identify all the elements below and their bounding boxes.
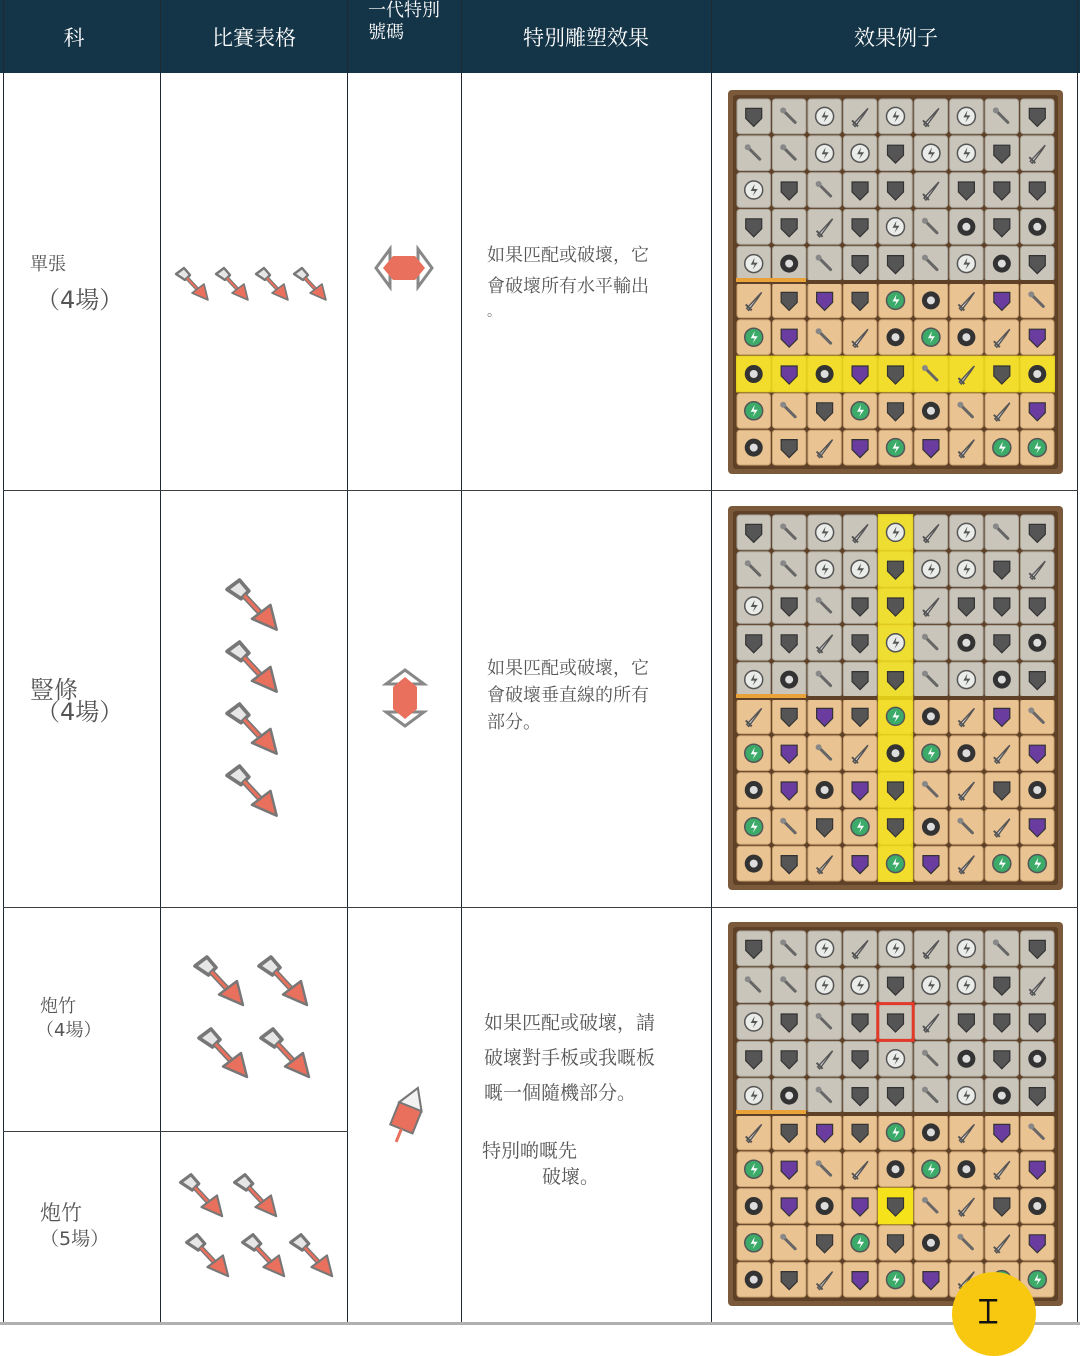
game-piece-icon <box>957 744 975 762</box>
grid-line <box>347 0 348 1325</box>
row3-category: 炮竹 <box>40 996 76 1017</box>
game-piece-icon <box>745 328 763 346</box>
game-piece-icon <box>922 818 940 836</box>
game-piece-icon <box>745 1271 763 1289</box>
game-piece-icon <box>745 855 763 873</box>
game-piece-icon <box>887 744 905 762</box>
row3-description <box>484 1006 655 1111</box>
game-piece-icon <box>816 144 834 162</box>
game-piece-icon <box>887 939 905 957</box>
game-piece-icon <box>887 328 905 346</box>
row3-extra-note <box>482 1138 599 1190</box>
arrow-icon <box>259 957 307 1005</box>
game-piece-icon <box>1028 855 1046 873</box>
game-piece-icon <box>922 744 940 762</box>
game-piece-icon <box>1028 1197 1046 1215</box>
arrow-icon <box>187 1235 229 1277</box>
game-piece-icon <box>816 976 834 994</box>
game-piece-icon <box>887 855 905 873</box>
arrow-icon <box>227 766 277 816</box>
game-piece-icon <box>957 144 975 162</box>
row2-category: 豎條 <box>30 676 78 704</box>
game-piece-icon <box>993 671 1011 689</box>
game-piece-icon <box>887 1271 905 1289</box>
game-piece-icon <box>745 365 763 383</box>
row1-description <box>487 240 649 322</box>
game-piece-icon <box>1028 781 1046 799</box>
arrow-icon <box>195 957 243 1005</box>
game-piece-icon <box>957 107 975 125</box>
row2-desc-line2: 會破壞垂直線的所有 <box>487 685 649 706</box>
game-piece-icon <box>780 1087 798 1105</box>
game-piece-icon <box>957 976 975 994</box>
game-piece-icon <box>993 255 1011 273</box>
game-piece-icon <box>887 439 905 457</box>
row3-extra-line2: 破壞。 <box>542 1166 600 1188</box>
game-piece-icon <box>745 744 763 762</box>
game-piece-icon <box>922 1160 940 1178</box>
game-piece-icon <box>816 365 834 383</box>
game-piece-icon <box>780 255 798 273</box>
row1-arrow-pattern <box>172 262 337 304</box>
game-piece-icon <box>957 1087 975 1105</box>
game-piece-icon <box>957 1160 975 1178</box>
row4-count: （5場） <box>40 1228 110 1250</box>
game-piece-icon <box>887 1160 905 1178</box>
row3-desc-line2: 破壞對手板或我嘅板 <box>484 1047 656 1069</box>
game-piece-icon <box>922 1123 940 1141</box>
arrow-icon <box>181 1175 223 1217</box>
game-piece-icon <box>1028 634 1046 652</box>
row1-desc-line2: 會破壞所有水平輸出 <box>487 276 649 297</box>
game-piece-icon <box>851 976 869 994</box>
game-piece-icon <box>1028 439 1046 457</box>
row3-extra-line1: 特別啲嘅先 <box>482 1140 578 1162</box>
header-category: 科 <box>63 25 85 50</box>
game-piece-icon <box>887 107 905 125</box>
game-piece-icon <box>745 781 763 799</box>
row1-example-board <box>728 90 1063 474</box>
game-piece-icon <box>922 144 940 162</box>
game-piece-icon <box>922 291 940 309</box>
header-special-line1: 一代特別 <box>368 0 440 21</box>
arrow-icon <box>176 268 208 300</box>
game-piece-icon <box>922 976 940 994</box>
game-piece-icon <box>851 1234 869 1252</box>
game-piece-icon <box>887 218 905 236</box>
game-piece-icon <box>745 402 763 420</box>
arrow-icon <box>227 642 277 692</box>
game-piece-icon <box>922 707 940 725</box>
text-scan-icon: ⌶ <box>978 1292 999 1332</box>
game-piece-icon <box>957 328 975 346</box>
row-divider <box>3 907 1078 908</box>
game-piece-icon <box>745 255 763 273</box>
game-piece-icon <box>887 1050 905 1068</box>
text-scan-button[interactable] <box>952 1272 1036 1356</box>
row3-arrow-pattern <box>190 952 320 1082</box>
game-piece-icon <box>745 1197 763 1215</box>
game-piece-icon <box>816 560 834 578</box>
header-special-line2: 號碼 <box>368 22 404 43</box>
game-piece-icon <box>993 855 1011 873</box>
game-piece-icon <box>745 597 763 615</box>
row2-example-board <box>728 506 1063 890</box>
game-piece-icon <box>887 1123 905 1141</box>
arrow-icon <box>227 704 277 754</box>
grid-line <box>711 0 712 1325</box>
header-effect: 特別雕塑效果 <box>523 25 649 50</box>
row3-count: （4場） <box>36 1020 102 1041</box>
row3-desc-line1: 如果匹配或破壞，請 <box>484 1012 656 1034</box>
game-piece-icon <box>816 939 834 957</box>
game-piece-icon <box>745 439 763 457</box>
row2-desc-line1: 如果匹配或破壞，它 <box>487 658 649 679</box>
arrow-icon <box>261 1029 309 1077</box>
row1-desc-line1: 如果匹配或破壞，它 <box>487 245 649 266</box>
game-piece-icon <box>745 818 763 836</box>
grid-line <box>160 0 161 1325</box>
row2-description <box>487 655 649 736</box>
game-piece-icon <box>957 939 975 957</box>
header-special-number <box>368 0 460 73</box>
game-piece-icon <box>851 818 869 836</box>
row1-desc-line3: 。 <box>487 304 501 320</box>
arrow-icon <box>256 268 288 300</box>
game-piece-icon <box>745 1160 763 1178</box>
header-match-form: 比賽表格 <box>212 25 296 50</box>
grid-line <box>3 0 4 1325</box>
row4-category: 炮竹 <box>40 1201 82 1225</box>
grid-line <box>461 0 462 1325</box>
game-piece-icon <box>745 671 763 689</box>
row2-count: （4場） <box>36 698 124 726</box>
game-piece-icon <box>957 560 975 578</box>
game-piece-icon <box>816 107 834 125</box>
game-piece-icon <box>922 1234 940 1252</box>
game-piece-icon <box>780 671 798 689</box>
game-piece-icon <box>816 523 834 541</box>
row-divider <box>3 1131 348 1132</box>
firecracker-icon <box>384 1084 430 1146</box>
game-piece-icon <box>816 1197 834 1215</box>
game-piece-icon <box>851 144 869 162</box>
grid-line <box>1077 0 1078 1325</box>
game-piece-icon <box>922 328 940 346</box>
game-piece-icon <box>745 1087 763 1105</box>
game-piece-icon <box>957 255 975 273</box>
horizontal-arrow-icon <box>374 245 434 291</box>
game-piece-icon <box>922 560 940 578</box>
game-piece-icon <box>851 560 869 578</box>
arrow-icon <box>243 1235 285 1277</box>
game-piece-icon <box>957 1050 975 1068</box>
game-piece-icon <box>957 671 975 689</box>
arrow-icon <box>294 268 326 300</box>
game-piece-icon <box>1028 365 1046 383</box>
game-piece-icon <box>887 707 905 725</box>
arrow-icon <box>199 1029 247 1077</box>
header-example: 效果例子 <box>854 25 938 50</box>
game-piece-icon <box>745 181 763 199</box>
game-piece-icon <box>957 634 975 652</box>
game-piece-icon <box>957 218 975 236</box>
game-piece-icon <box>957 523 975 541</box>
row3-example-board <box>728 922 1063 1306</box>
game-piece-icon <box>1028 218 1046 236</box>
game-piece-icon <box>922 402 940 420</box>
row-divider <box>3 490 1078 491</box>
game-piece-icon <box>745 1234 763 1252</box>
row2-arrow-pattern <box>222 575 282 820</box>
row2-desc-line3: 部分。 <box>487 712 541 733</box>
game-piece-icon <box>816 781 834 799</box>
arrow-icon <box>227 580 277 630</box>
game-piece-icon <box>745 1013 763 1031</box>
arrow-icon <box>216 268 248 300</box>
game-piece-icon <box>1028 1271 1046 1289</box>
game-piece-icon <box>993 1087 1011 1105</box>
game-piece-icon <box>1028 1050 1046 1068</box>
row4-arrow-pattern <box>176 1170 336 1282</box>
game-piece-icon <box>887 634 905 652</box>
game-piece-icon <box>851 402 869 420</box>
row1-category: 單張 <box>30 254 66 275</box>
row1-count: （4場） <box>36 286 124 314</box>
row3-desc-line3: 嘅一個隨機部分。 <box>484 1082 637 1104</box>
arrow-icon <box>291 1235 333 1277</box>
vertical-arrow-icon <box>382 668 428 728</box>
arrow-icon <box>235 1175 277 1217</box>
game-piece-icon <box>887 291 905 309</box>
game-piece-icon <box>993 439 1011 457</box>
game-piece-icon <box>887 523 905 541</box>
